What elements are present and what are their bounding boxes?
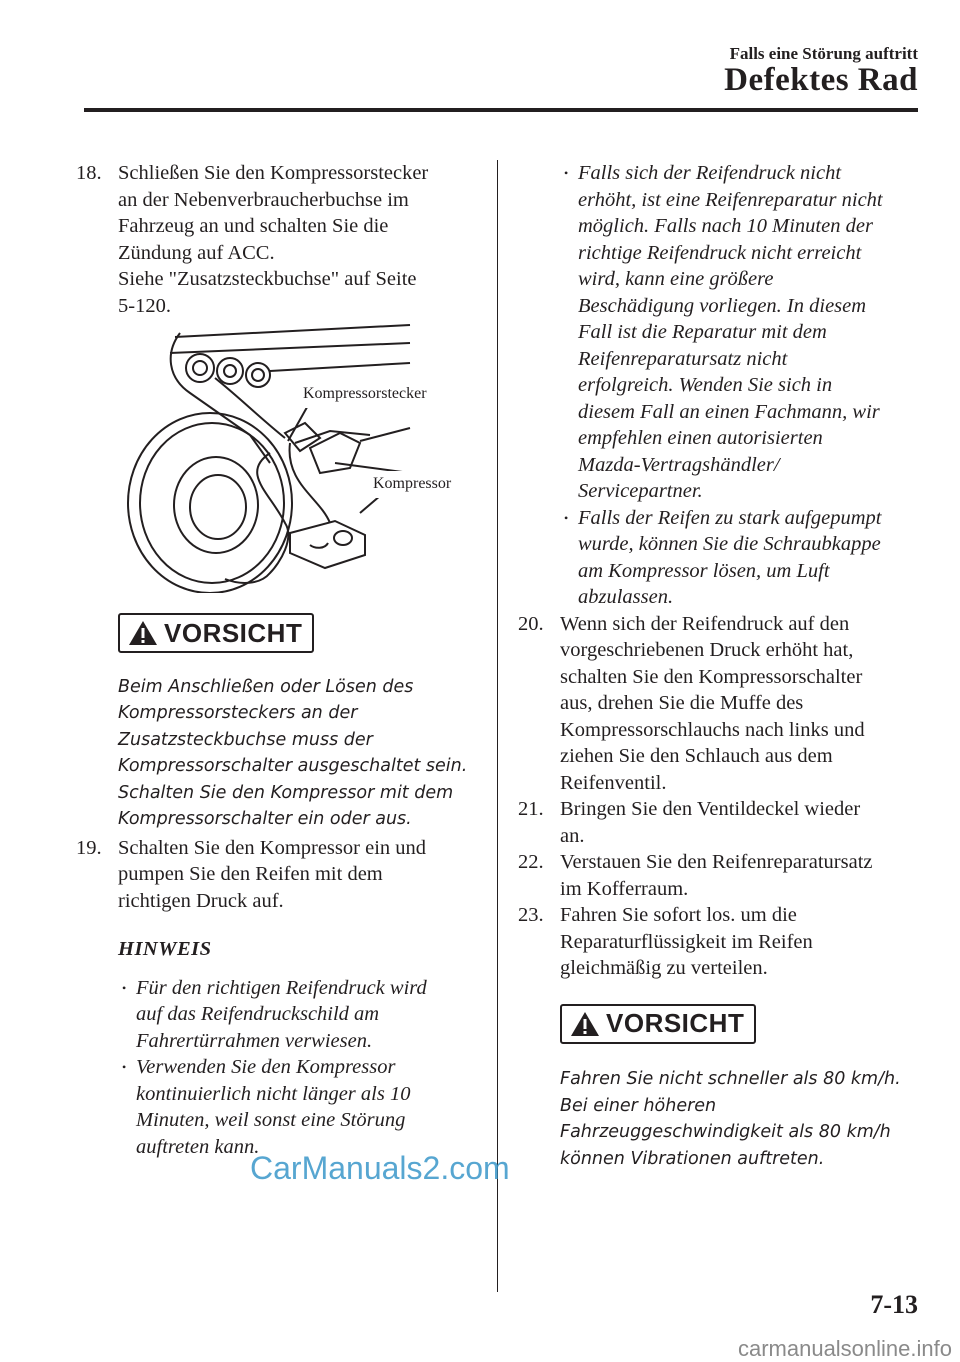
warning-badge: [118, 613, 314, 653]
note-line: kontinuierlich nicht länger als 10: [136, 1082, 411, 1105]
step-number: 22.: [518, 851, 544, 873]
note-line: richtige Reifendruck nicht erreicht: [578, 241, 862, 264]
step-number: 20.: [518, 612, 544, 635]
compressor-illustration: [120, 323, 470, 593]
step-line: Schließen Sie den Kompressorstecker: [118, 162, 429, 184]
warning-line: Beim Anschließen oder Lösen des: [118, 676, 414, 697]
step-line: im Kofferraum.: [560, 877, 689, 900]
label-kompressorstecker: Kompressorstecker: [302, 381, 428, 408]
step-number: 18.: [76, 162, 102, 184]
warning-line: Schalten Sie den Kompressor mit dem: [118, 782, 454, 803]
warning-line: Kompressorschalter ein oder aus.: [118, 809, 412, 829]
step-23: [518, 902, 928, 982]
step-line: Reifenventil.: [560, 771, 667, 794]
compressor-drawing: [120, 323, 470, 593]
page-title: Defektes Rad: [724, 62, 918, 98]
note-item: [118, 1054, 476, 1160]
step-21: [518, 796, 928, 849]
step-line: an.: [560, 824, 585, 847]
note-line: wurde, können Sie die Schraubkappe: [578, 533, 881, 555]
step-line: 5-120.: [118, 294, 171, 317]
note-line: • Falls der Reifen zu stark aufgepumpt: [578, 506, 882, 529]
page-number: 7-13: [870, 1290, 918, 1319]
note-item: [560, 160, 928, 505]
note-line: auf das Reifendruckschild am: [136, 1003, 380, 1025]
step-line: Fahrzeug an und schalten Sie die: [118, 215, 389, 237]
warning-badge: [560, 1004, 756, 1044]
note-line: möglich. Falls nach 10 Minuten der: [578, 215, 873, 237]
warning-line: Bei einer höheren: [560, 1095, 717, 1116]
warning-line: Kompressorsteckers an der: [118, 703, 358, 723]
step-line: Fahren Sie sofort los. um die: [560, 904, 797, 926]
step-line: Kompressorschlauchs nach links und: [560, 718, 865, 741]
step-18: [76, 160, 476, 319]
step-line: schalten Sie den Kompressorschalter: [560, 665, 863, 688]
step-22: [518, 849, 928, 902]
note-line: Minuten, weil sonst eine Störung: [136, 1109, 406, 1131]
note-line: erfolgreich. Wenden Sie sich in: [578, 374, 833, 396]
note-line: erhöht, ist eine Reifenreparatur nicht: [578, 188, 883, 211]
note-line: Reifenreparatursatz nicht: [578, 347, 788, 370]
step-line: Verstauen Sie den Reifenreparatursatz: [560, 851, 873, 873]
warning-line: Kompressorschalter ausgeschaltet sein.: [118, 756, 468, 776]
note-line: auftreten kann.: [136, 1135, 260, 1158]
watermark: CarManuals2.com: [250, 1150, 510, 1186]
step-line: Reparaturflüssigkeit im Reifen: [560, 930, 813, 953]
warning-block: [560, 1004, 928, 1173]
note-line: am Kompressor lösen, um Luft: [578, 559, 830, 582]
step-line: Wenn sich der Reifendruck auf den: [560, 612, 850, 635]
label-kompressor: Kompressor: [372, 471, 452, 498]
note-list-continued: [560, 160, 928, 611]
step-number: 19.: [76, 836, 102, 859]
left-column: [76, 160, 476, 1160]
column-divider: [497, 160, 498, 1292]
step-line: pumpen Sie den Reifen mit dem: [118, 863, 383, 885]
note-item: [560, 505, 928, 611]
step-line: vorgeschriebenen Druck erhöht hat,: [560, 639, 854, 661]
note-line: wird, kann eine größere: [578, 268, 774, 290]
note-line: Beschädigung vorliegen. In diesem: [578, 294, 867, 317]
note-line: • Für den richtigen Reifendruck wird: [136, 976, 427, 999]
warning-line: Fahren Sie nicht schneller als 80 km/h.: [560, 1069, 901, 1089]
step-line: Zündung auf ACC.: [118, 241, 275, 264]
warning-heading: VORSICHT: [164, 617, 303, 648]
step-number: 21.: [518, 798, 544, 820]
warning-line: können Vibrationen auftreten.: [560, 1148, 825, 1169]
note-line: Fall ist die Reparatur mit dem: [578, 321, 827, 343]
warning-triangle-icon: [128, 620, 158, 646]
note-line: Mazda-Vertragshändler/: [578, 453, 780, 476]
warning-text: [560, 1066, 928, 1172]
step-line: Siehe "Zusatzsteckbuchse" auf Seite: [118, 268, 417, 290]
footer-watermark: carmanualsonline.info: [737, 1336, 952, 1361]
note-line: Servicepartner.: [578, 480, 703, 502]
warning-triangle-icon: [570, 1011, 600, 1037]
warning-line: Fahrzeuggeschwindigkeit als 80 km/h: [560, 1122, 891, 1142]
step-line: aus, drehen Sie die Muffe des: [560, 692, 804, 714]
note-line: Fahrertürrahmen verwiesen.: [136, 1029, 373, 1052]
note-block: [76, 936, 476, 1160]
note-line: empfehlen einen autorisierten: [578, 427, 823, 449]
header-rule: [84, 108, 918, 112]
step-line: an der Nebenverbraucherbuchse im: [118, 188, 409, 211]
note-line: • Falls sich der Reifendruck nicht: [578, 162, 842, 184]
warning-heading: VORSICHT: [606, 1008, 745, 1039]
step-19: [76, 835, 476, 915]
note-item: [118, 975, 476, 1055]
section-title: Falls eine Störung auftritt: [729, 44, 918, 63]
note-heading: HINWEIS: [118, 938, 212, 960]
note-line: abzulassen.: [578, 586, 674, 608]
warning-block: [118, 613, 476, 833]
step-20: [518, 611, 928, 797]
step-line: richtigen Druck auf.: [118, 889, 284, 912]
warning-line: Zusatzsteckbuchse muss der: [118, 729, 373, 750]
step-line: Bringen Sie den Ventildeckel wieder: [560, 798, 861, 820]
warning-text: [118, 674, 476, 833]
step-number: 23.: [518, 904, 544, 926]
note-line: diesem Fall an einen Fachmann, wir: [578, 400, 880, 423]
step-line: ziehen Sie den Schlauch aus dem: [560, 745, 833, 767]
right-column: [518, 160, 928, 1172]
step-line: gleichmäßig zu verteilen.: [560, 957, 768, 979]
note-line: • Verwenden Sie den Kompressor: [136, 1056, 396, 1078]
step-line: Schalten Sie den Kompressor ein und: [118, 836, 427, 859]
note-list: [118, 975, 476, 1161]
